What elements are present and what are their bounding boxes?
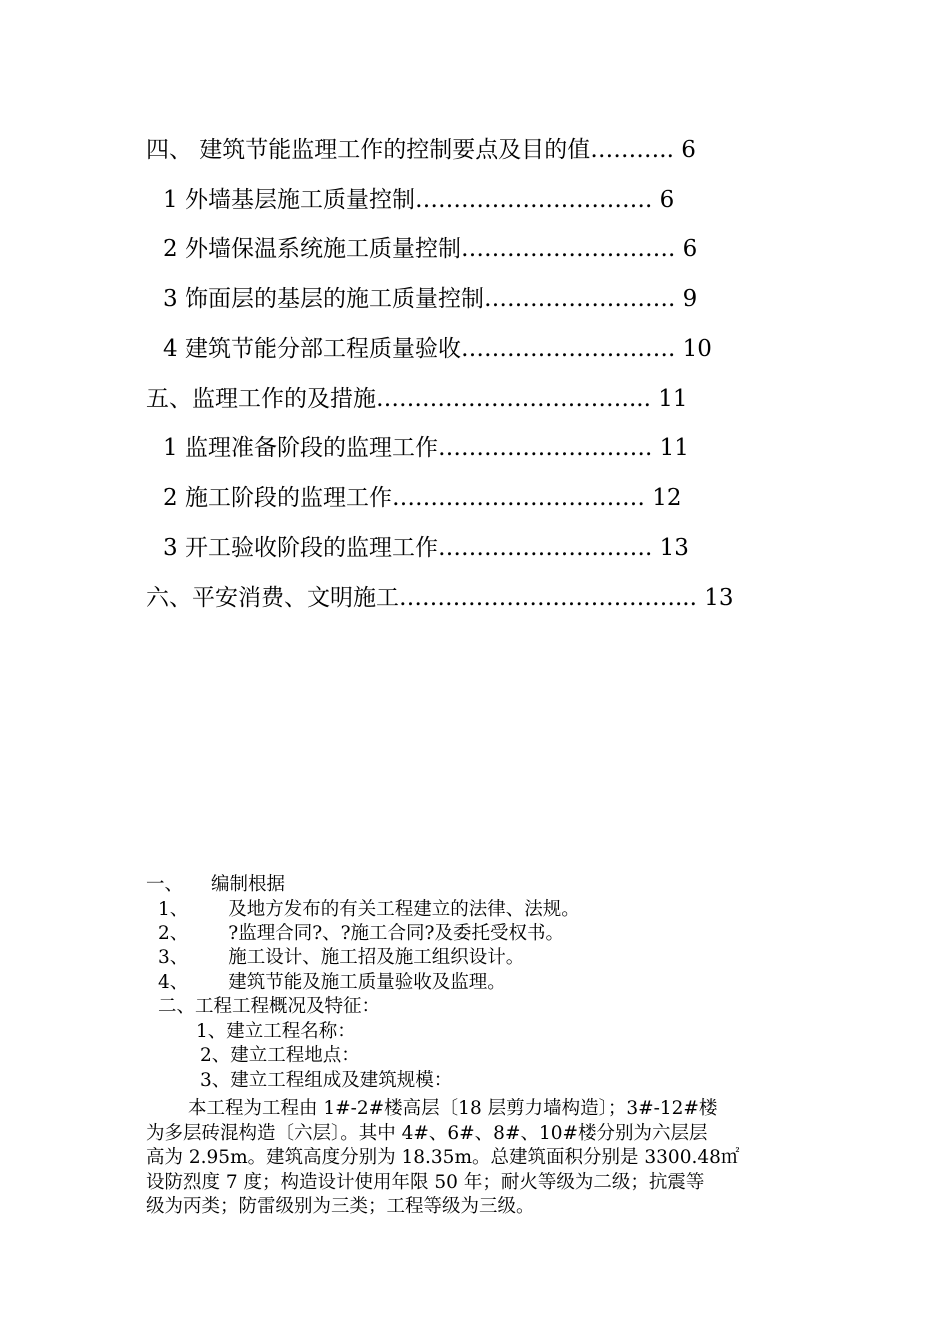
toc-page-number: 13 — [704, 585, 734, 611]
list-item — [158, 946, 524, 970]
toc-page-number: 6 — [681, 137, 696, 163]
paragraph-line: 为多层砖混构造〔六层〕。其中 4#、6#、8#、10#楼分别为六层层 — [146, 1123, 708, 1144]
list-item-text: 施工设计、施工招及施工组织设计。 — [228, 947, 525, 968]
section-heading — [146, 873, 285, 897]
overview-item: 2、建立工程地点： — [200, 1045, 360, 1066]
section-number: 一、 — [146, 874, 184, 895]
toc-entry-title: 六、平安消费、文明施工………………………………... — [146, 585, 697, 611]
overview-item: 1、建立工程名称： — [196, 1021, 356, 1042]
toc-page-number: 12 — [652, 485, 682, 511]
toc-entry-section-5[interactable] — [146, 384, 688, 414]
toc-entry-title: 2 外墙保温系统施工质量控制………………………. — [163, 236, 676, 262]
toc-page-number: 9 — [682, 286, 698, 312]
section-heading: 二、工程工程概况及特征： — [158, 996, 381, 1017]
toc-entry-title: 2 施工阶段的监理工作…………………………… — [163, 485, 645, 511]
list-item — [158, 922, 564, 946]
paragraph-line: 设防烈度 7 度；构造设计使用年限 50 年；耐火等级为二级；抗震等 — [146, 1172, 705, 1193]
toc-entry-title: 3 开工验收阶段的监理工作………………………. — [163, 535, 653, 561]
toc-page-number: 13 — [659, 535, 689, 561]
toc-page-number: 11 — [659, 435, 689, 461]
paragraph-line: 本工程为工程由 1#-2#楼高层〔18 层剪力墙构造〕；3#-12#楼 — [188, 1098, 718, 1119]
toc-entry-5-2[interactable] — [163, 483, 682, 513]
toc-page-number: 6 — [682, 236, 698, 262]
list-item-text: 建筑节能及施工质量验收及监理。 — [228, 972, 506, 993]
paragraph-line: 级为丙类；防雷级别为三类；工程等级为三级。 — [146, 1196, 535, 1217]
toc-entry-title: 1 监理准备阶段的监理工作………………………. — [163, 435, 653, 461]
section-title: 编制根据 — [211, 874, 286, 895]
toc-entry-4-1[interactable] — [163, 185, 674, 215]
list-item-text: ?监理合同?、?施工合同?及委托受权书。 — [228, 923, 564, 944]
overview-item: 3、建立工程组成及建筑规模： — [200, 1070, 453, 1091]
toc-entry-title: 五、监理工作的及措施……………………………... — [146, 386, 651, 412]
list-item-number: 2、 — [158, 923, 189, 944]
toc-entry-title: 1 外墙基层施工质量控制…………………………. — [163, 187, 653, 213]
toc-entry-4-4[interactable] — [163, 334, 712, 364]
list-item-text: 及地方发布的有关工程建立的法律、法规。 — [228, 899, 580, 920]
toc-page-number: 10 — [682, 336, 712, 362]
list-item-number: 3、 — [158, 947, 189, 968]
toc-page-number: 6 — [659, 187, 675, 213]
toc-entry-title: 四、 建筑节能监理工作的控制要点及目的值……….. — [146, 137, 674, 163]
list-item-number: 1、 — [158, 899, 189, 920]
toc-entry-section-4[interactable] — [146, 135, 696, 165]
list-item — [158, 898, 580, 922]
toc-entry-title: 4 建筑节能分部工程质量验收………………………. — [163, 336, 676, 362]
paragraph-line: 高为 2.95m。建筑高度分别为 18.35m。总建筑面积分别是 3300.48㎡ — [146, 1147, 740, 1168]
toc-page-number: 11 — [658, 386, 688, 412]
toc-entry-title: 3 饰面层的基层的施工质量控制……………………. — [163, 286, 676, 312]
list-item-number: 4、 — [158, 972, 189, 993]
list-item — [158, 971, 506, 995]
toc-entry-4-3[interactable] — [163, 284, 697, 314]
toc-entry-5-1[interactable] — [163, 433, 689, 463]
toc-entry-4-2[interactable] — [163, 234, 697, 264]
toc-entry-section-6[interactable] — [146, 583, 734, 613]
toc-entry-5-3[interactable] — [163, 533, 689, 563]
